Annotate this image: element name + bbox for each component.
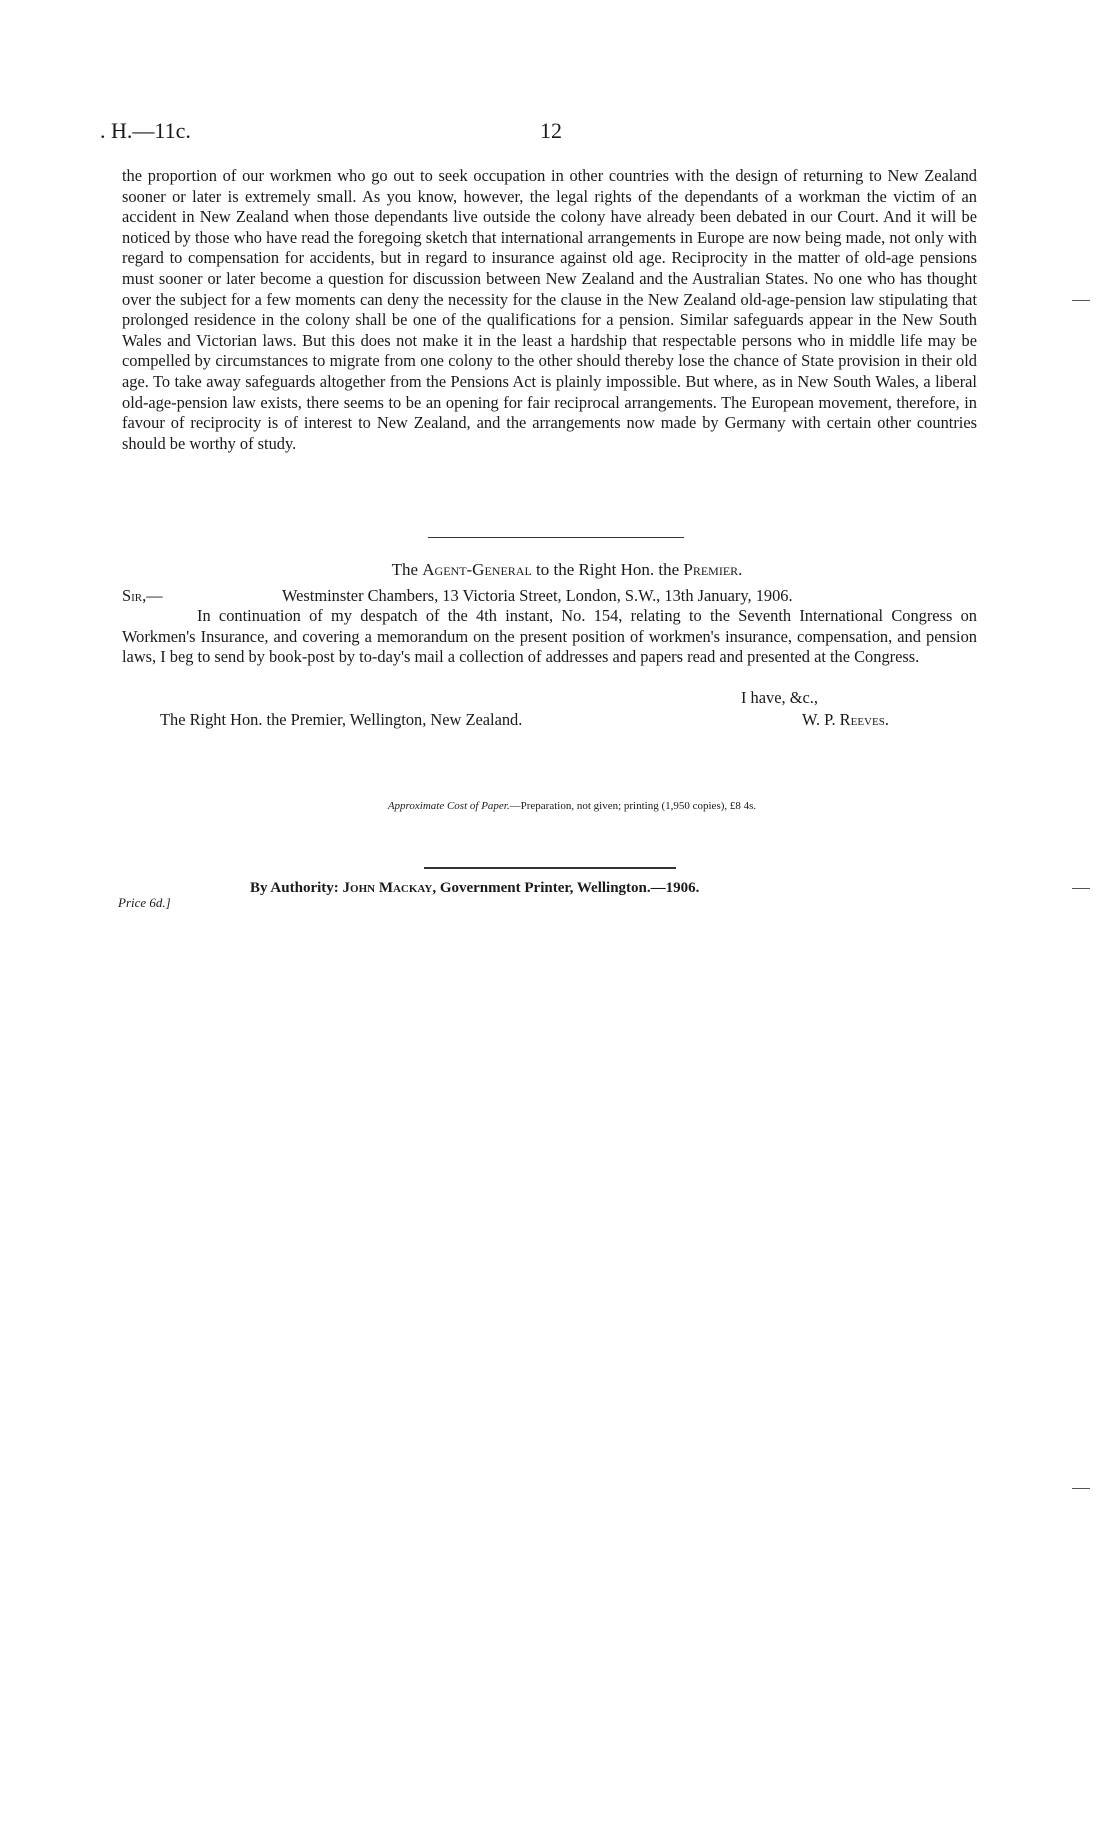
authority-prefix: By Authority: [250, 880, 339, 896]
margin-mark [1072, 1488, 1090, 1489]
page-number: 12 [540, 118, 562, 143]
body-paragraph: the proportion of our workmen who go out to seek occupation in other countries with the design of returning to New Zealand sooner or later is extremely small. As you know, however, the legal rights of the dependants of a workman the victim of an accident in New Zealand when those dependants live outside the colony have already been debated in our Court. And it will be noticed by those who have read the foregoing sketch that international arrangements in Europe are now being made, not only with regard to compensation for accidents, but in regard to insurance against old age. Reciprocity in the matter of old-age pensions must sooner or later become a question for discussion between New Zealand and the Australian States. No one who has thought over the subject for a few moments can deny the necessity for the clause in the New Zealand old-age-pension law stipulating that prolonged residence in the colony shall be one of the qualifications for a pension. Similar safeguards appear in the New South Wales and Victorian laws. But this does not make it in the least a hardship that respectable persons who in middle life may be compelled by circumstances to migrate from one colony to the other should thereby lose the chance of State provision in their old age. To take away safeguards altogether from the Pensions Act is plainly impossible. But where, as in New South Wales, a liberal old-age-pension law exists, there seems to be an opening for fair reciprocal arrangements. The European movement, therefore, in favour of reciprocity is of interest to New Zealand, and the arrangements now made by Germany with certain other countries should be worthy of study. [122, 166, 977, 453]
price-note: Price 6d.] [118, 895, 171, 910]
signature-surname: Reeves. [839, 710, 889, 729]
letter-address: Westminster Chambers, 13 Victoria Street, London, S.W., 13th January, 1906. [282, 586, 793, 605]
cost-text: —Preparation, not given; printing (1,950 copies), £8 4s. [509, 800, 757, 812]
signature-initials: W. P. [802, 710, 836, 729]
letter-recipient: The Right Hon. the Premier, Wellington, New Zealand. [160, 710, 523, 729]
document-code: . H.—11c. [100, 118, 191, 143]
letter-salutation: Sir,— [122, 586, 163, 605]
heading-middle: to the Right Hon. the [536, 560, 680, 579]
letter-heading [0, 560, 1114, 580]
heading-sender: Agent-General [422, 560, 532, 579]
heading-recipient: Premier. [683, 560, 743, 579]
footer-divider [424, 867, 676, 869]
letter-signature [802, 710, 889, 730]
printer-rest: , Government Printer, Wellington.—1906. [432, 880, 700, 896]
cost-note [0, 800, 1114, 812]
margin-mark [1072, 300, 1090, 301]
section-divider [428, 537, 684, 538]
page-header [100, 118, 1000, 148]
cost-label: Approximate Cost of Paper. [387, 800, 510, 812]
printer-name: John Mackay [342, 880, 433, 896]
margin-mark [1072, 888, 1090, 889]
heading-prefix: The [391, 560, 418, 579]
letter-closing: I have, &c., [741, 688, 818, 707]
letter-body: In continuation of my despatch of the 4th instant, No. 154, relating to the Seventh International Congress on Workmen's Insurance, and covering a memorandum on the present position of workmen's insurance, compensation, and pension laws, I beg to send by book-post by to-day's mail a collection of addresses and papers read and presented at the Congress. [122, 606, 977, 667]
printer-imprint [250, 880, 699, 897]
